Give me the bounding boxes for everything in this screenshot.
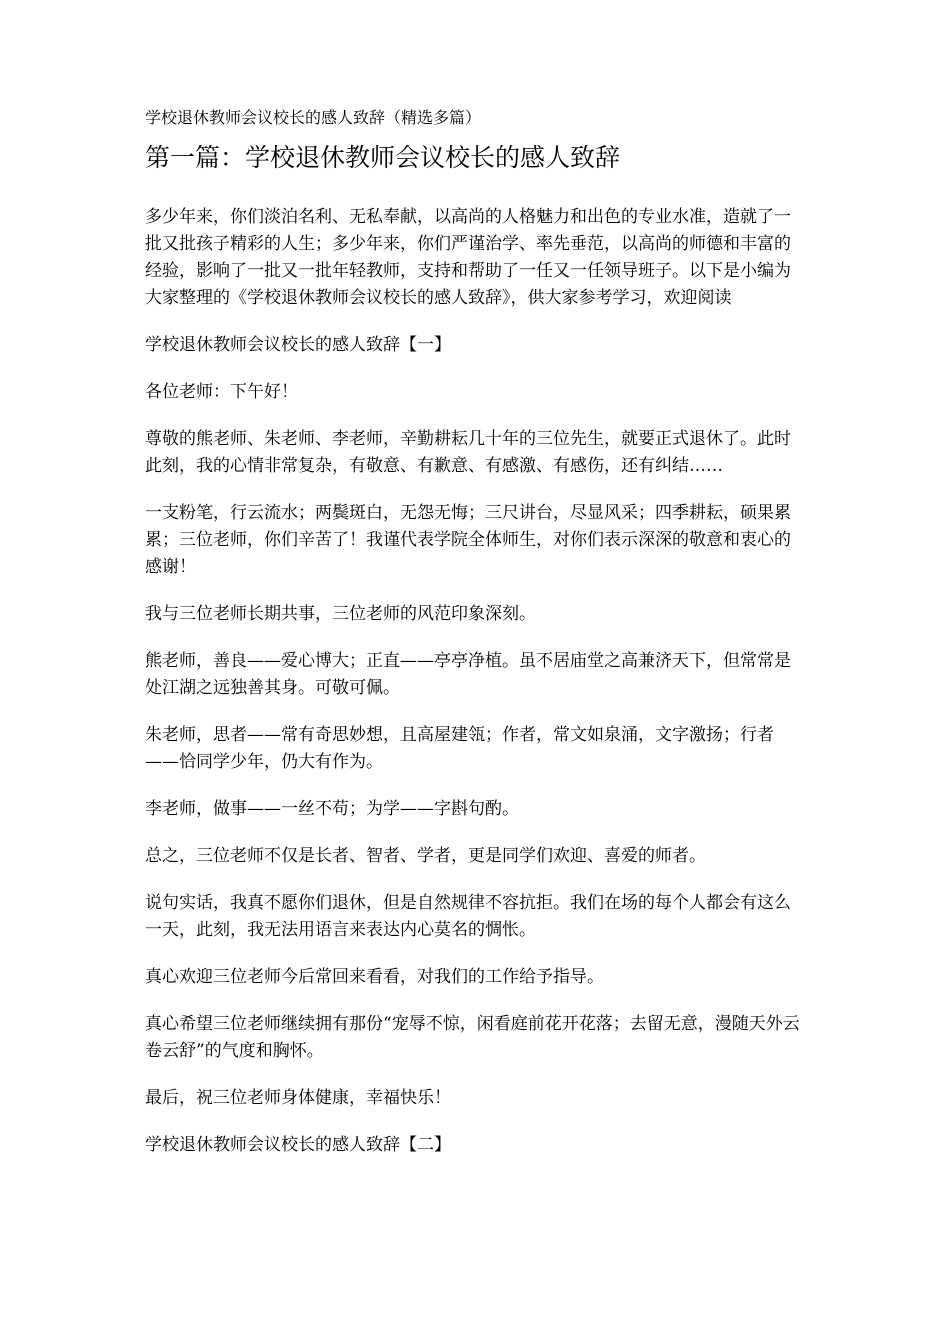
subheading-part-one: 学校退休教师会议校长的感人致辞【一】 bbox=[145, 335, 451, 355]
paragraph: 李老师，做事——一丝不苟；为学——字斟句酌。 bbox=[145, 799, 519, 819]
subheading-part-two: 学校退休教师会议校长的感人致辞【二】 bbox=[145, 1135, 451, 1155]
paragraph: 说句实话，我真不愿你们退休，但是自然规律不容抗拒。我们在场的每个人都会有这么一天，此刻，我无法用语言来表达内心莫名的惆怅。 bbox=[145, 893, 791, 940]
document-page bbox=[145, 104, 805, 1179]
paragraph-closing: 最后，祝三位老师身体健康，幸福快乐！ bbox=[145, 1088, 451, 1108]
paragraph: 尊敬的熊老师、朱老师、李老师，辛勤耕耘几十年的三位先生，就要正式退休了。此时此刻，我的心情非常复杂，有敬意、有歉意、有感激、有感伤，还有纠结…… bbox=[145, 429, 791, 476]
paragraph: 熊老师，善良——爱心博大；正直——亭亭净植。虽不居庙堂之高兼济天下，但常常是处江湖之远独善其身。可敬可佩。 bbox=[145, 651, 791, 698]
paragraph-greeting: 各位老师：下午好！ bbox=[145, 382, 298, 402]
document-title: 学校退休教师会议校长的感人致辞（精选多篇） bbox=[145, 108, 482, 127]
paragraph: 真心希望三位老师继续拥有那份“宠辱不惊，闲看庭前花开花落；去留无意，漫随天外云卷云舒”的气度和胸怀。 bbox=[145, 1014, 800, 1061]
paragraph: 真心欢迎三位老师今后常回来看看，对我们的工作给予指导。 bbox=[145, 967, 604, 987]
paragraph: 朱老师，思者——常有奇思妙想，且高屋建瓴；作者，常文如泉涌，文字激扬；行者——恰同学少年，仍大有作为。 bbox=[145, 725, 774, 772]
paragraph: 我与三位老师长期共事，三位老师的风范印象深刻。 bbox=[145, 604, 536, 624]
section-heading: 第一篇：学校退休教师会议校长的感人致辞 bbox=[145, 143, 621, 172]
paragraph: 一支粉笔，行云流水；两鬓斑白，无怨无悔；三尺讲台，尽显风采；四季耕耘，硕果累累；三位老师，你们辛苦了！我谨代表学院全体师生，对你们表示深深的敬意和衷心的感谢！ bbox=[145, 503, 791, 577]
paragraph-intro: 多少年来，你们淡泊名利、无私奉献，以高尚的人格魅力和出色的专业水准，造就了一批又批孩子精彩的人生；多少年来，你们严谨治学、率先垂范，以高尚的师德和丰富的经验，影响了一批又一批年轻教师，支持和帮助了一任又一任领导班子。以下是小编为大家整理的《学校退休教师会议校长的感人致辞》，供大家参考学习，欢迎阅读 bbox=[145, 207, 791, 308]
paragraph: 总之，三位老师不仅是长者、智者、学者，更是同学们欢迎、喜爱的师者。 bbox=[145, 846, 706, 866]
